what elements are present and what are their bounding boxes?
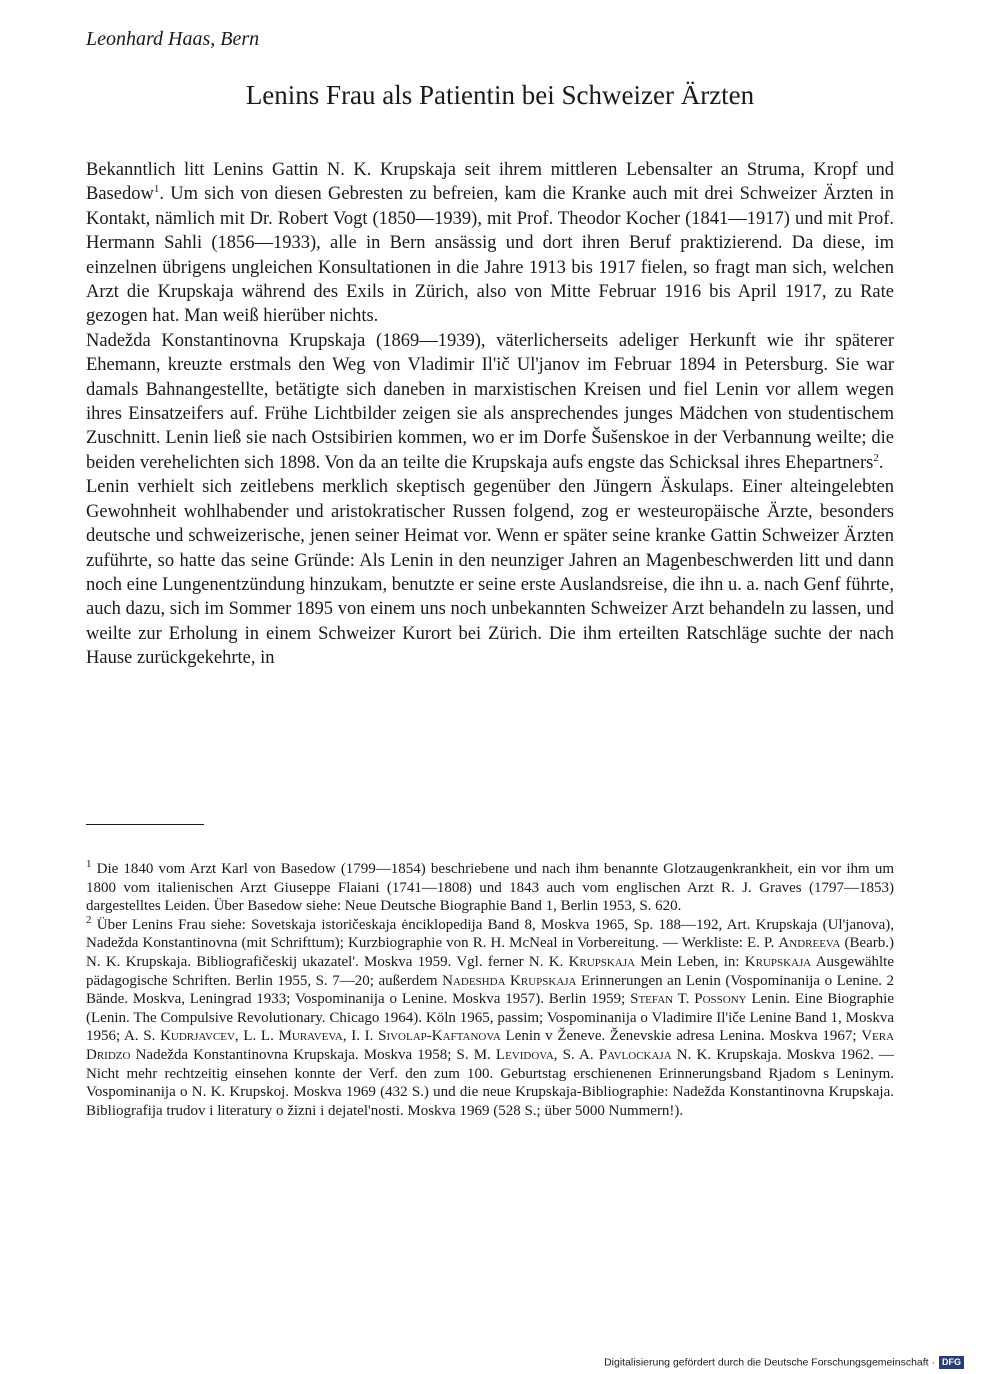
credit-text: Digitalisierung gefördert durch die Deutsche Forschungsgemeinschaft ·: [604, 1356, 935, 1369]
footnote-1-number: 1: [86, 858, 92, 870]
paragraph-2-text-a: Nadežda Konstantinovna Krupskaja (1869—1939), väterlicherseits adeliger Herkunft wie ihr späterer Ehemann, kreuzte erstmals den Weg von Vladimir Il'ič Ul'janov im Februar 1894 in Petersburg. Sie war damals Bahnangestellte, betätigte sich daneben in marxistischen Kreisen und fiel Lenin vor allem wegen ihres Einsatzeifers auf. Frühe Lichtbilder zeigen sie als ansprechendes junges Mädchen von studentischem Zuschnitt. Lenin ließ sie nach Ostsibirien kommen, wo er im Dorfe Šušenskoe in der Verbannung weilte; die beiden verehelichten sich 1898. Von da an teilte die Krupskaja aufs engste das Schicksal ihres Ehepartners: [86, 330, 894, 473]
footnote-2-text: , S. A.: [553, 1046, 594, 1063]
footnote-2-text: Über Lenins Frau siehe: Sovetskaja istoričeskaja ėnciklopedija Band 8, Moskva 1965, Sp. 188—192, Art. Krupskaja (Ul'janova), Nadežda Konstantinovna (mit Schrifttum); Kurzbiographie von R. H. McNeal in Vorbereitung. — Werkliste: E. P.: [86, 916, 894, 952]
paragraph-1: [86, 158, 894, 329]
author-name: Andreeva: [778, 935, 841, 952]
footnote-ref-1: 1: [153, 183, 160, 196]
digitization-credit: [604, 1356, 964, 1369]
footnote-2-text: Erinnerungen an Lenin (Vospominanija o Lenine. 2 Bände. Moskva, Leningrad 1933; Vospominanija o Lenine. Moskva 1957). Berlin 1959;: [86, 972, 894, 1008]
article-body: [86, 158, 894, 671]
footnote-2-text: Mein Leben, in:: [640, 953, 740, 970]
dfg-logo-icon: DFG: [939, 1356, 964, 1369]
author-name: Krupskaja: [568, 953, 636, 970]
footnote-2-text: (Bearb.) N. K. Krupskaja. Bibliografičeskij ukazatel'. Moskva 1959. Vgl. ferner N. K.: [86, 935, 895, 970]
paragraph-3: Lenin verhielt sich zeitlebens merklich skeptisch gegenüber den Jüngern Äskulaps. Einer alteingelebten Gewohnheit wohlhabender und aristokratischer Russen folgend, zog er westeuropäische Ärzte, besonders deutsche und schweizerische, jenen seiner Heimat vor. Wenn er später seine kranke Gattin Schweizer Ärzten zuführte, so hatte das seine Gründe: Als Lenin in den neunziger Jahren an Magenbeschwerden litt und dann noch eine Lungenentzündung hinzukam, benutzte er seine erste Auslandsreise, die ihn u. a. nach Genf führte, auch dazu, sich im Sommer 1895 von einem uns noch unbekannten Schweizer Arzt behandeln zu lassen, und weilte zur Erholung in einem Schweizer Kurort bei Zürich. Die ihm erteilten Ratschläge suchte der nach Hause zurückgekehrte, in: [86, 477, 894, 669]
author-name: Pavlockaja: [598, 1046, 672, 1063]
footnote-2-text: Nadežda Konstantinovna Krupskaja. Moskva 1958; S. M.: [135, 1046, 491, 1063]
paragraph-1-text-b: . Um sich von diesen Gebresten zu befreien, kam die Kranke auch mit drei Schweizer Ärzten in Kontakt, nämlich mit Dr. Robert Vogt (1850—1939), mit Prof. Theodor Kocher (1841—1917) und mit Prof. Hermann Sahli (1856—1933), alle in Bern ansässig und dort ihren Beruf praktizierend. Da diese, im einzelnen übrigens ungleichen Konsultationen in die Jahre 1913 bis 1917 fielen, so fragt man sich, welchen Arzt die Krupskaja während des Exils in Zürich, also von Mitte Februar 1916 bis April 1917, zu Rate gezogen hat. Man weiß hierüber nichts.: [86, 184, 894, 327]
author-name: Vera Dridzo: [86, 1028, 895, 1063]
footnote-1-text: Die 1840 vom Arzt Karl von Basedow (1799—1854) beschriebene und nach ihm benannte Glotzaugenkrankheit, ein vor ihm um 1800 vom italienischen Arzt Giuseppe Flaiani (1741—1808) und 1843 auch vom englischen Arzt R. J. Graves (1797—1853) dargestelltes Leiden. Über Basedow siehe: Neue Deutsche Biographie Band 1, Berlin 1953, S. 620.: [86, 861, 895, 915]
footnote-divider: [86, 824, 204, 825]
paragraph-2-text-b: .: [878, 452, 884, 473]
footnote-2-text: N. K. Krupskaja. Moskva 1962. — Nicht mehr rechtzeitig einsehen konnte der Verf. den zum 100. Geburtstag erschienenen Erinnerungsband Rjadom s Leninym. Vospominanija o N. K. Krupskoj. Moskva 1969 (432 S.) und die neue Krupskaja-Bibliographie: Nadežda Konstantinovna Krupskaja. Bibliografija trudov i literatury o žizni i dejatel'nosti. Moskva 1969 (528 S.; über 5000 Nummern!).: [86, 1046, 895, 1119]
paragraph-1-text-a: Bekanntlich litt Lenins Gattin N. K. Krupskaja seit ihrem mittleren Lebensalter an Struma, Kropf und Basedow: [86, 160, 894, 205]
author-name: Muraveva: [278, 1028, 343, 1045]
footnote-2-number: 2: [86, 913, 92, 926]
footnote-2-text: Lenin v Ženeve. Ženevskie adresa Lenina. Moskva 1967;: [505, 1028, 857, 1045]
paragraph-2: [86, 329, 894, 475]
footnote-2: [86, 913, 895, 1121]
author-name: Kudrjavcev: [160, 1028, 235, 1045]
author-name: Nadeshda Krupskaja: [442, 972, 577, 989]
author-name: Sivolap-Kaftanova: [378, 1028, 501, 1045]
footnotes: [86, 860, 894, 1120]
author-name: Krupskaja: [744, 953, 812, 970]
article-title: Lenins Frau als Patientin bei Schweizer Ärzten: [245, 80, 755, 110]
author-name: Levidova: [495, 1046, 554, 1063]
footnote-2-text: Ausgewählte pädagogische Schriften. Berlin 1955, S. 7—20; außerdem: [86, 953, 894, 989]
footnote-1: [86, 860, 894, 916]
author-name: Stefan T. Possony: [630, 991, 747, 1008]
author-line: Leonhard Haas, Bern: [86, 28, 260, 50]
footnote-2-text: Lenin. Eine Biographie (Lenin. The Compulsive Revolutionary. Chicago 1964). Köln 1965, passim; Vospominanija o Vladimire Il'iče Lenine Band 1, Moskva 1956; A. S.: [86, 991, 894, 1045]
footnote-2-text: , I. I.: [342, 1028, 374, 1045]
footnote-2-text: , L. L.: [234, 1028, 274, 1045]
footnote-ref-2: 2: [873, 451, 879, 464]
